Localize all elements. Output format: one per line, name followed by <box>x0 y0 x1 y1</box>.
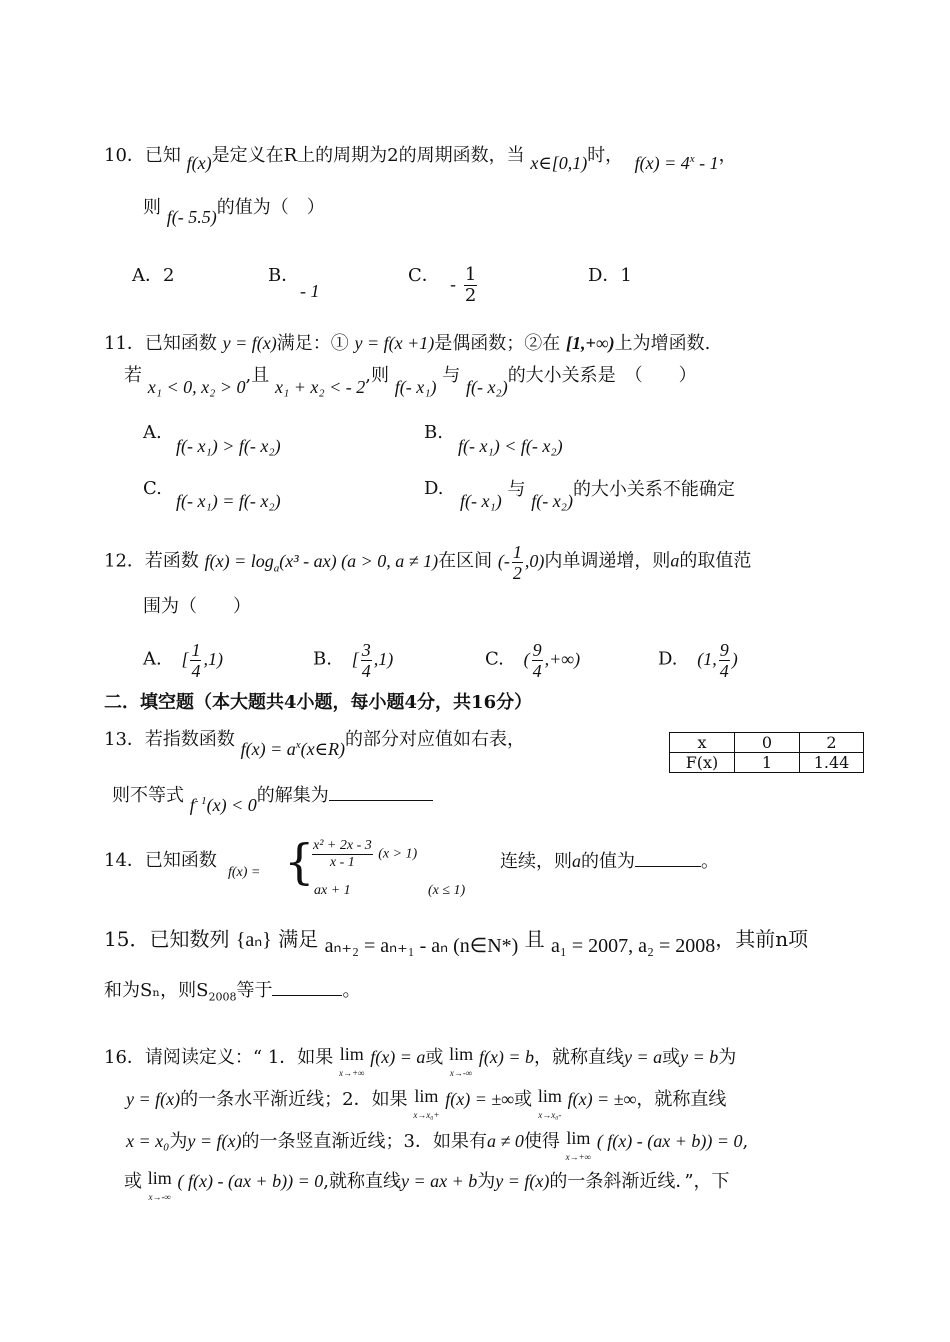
q11-opt-d: f(- x₁) 与 f(- x₂)的大小关系不能确定 <box>460 479 735 511</box>
q14-case2-cond: (x ≤ 1) <box>428 883 466 898</box>
q10-fval: f(- 5.5) <box>166 207 217 227</box>
table-cell: 0 <box>735 733 800 753</box>
q15-seq: {aₙ} <box>235 929 272 951</box>
q12-interval: (- $\frac{1}{2}$ ,0) <box>497 542 545 583</box>
q14-case2: ax + 1 <box>314 883 351 898</box>
section-title: 二．填空题（本大题共4小题，每小题4分，共16分） <box>104 692 533 713</box>
q15-init: a₁ = 2007, a₂ = 2008 <box>551 935 716 957</box>
table-cell: x <box>670 733 735 753</box>
q14-answer-blank[interactable] <box>635 866 701 867</box>
q15-rel: aₙ₊₂ = aₙ₊₁ - aₙ (n∈N*) <box>324 935 519 957</box>
q10-opt-d: D．1 <box>588 265 632 286</box>
q11-fa: f(- x₁) <box>394 377 437 397</box>
q12-opt-d: D. (1, $\frac{9}{4}$ ) <box>658 640 738 681</box>
q16-line4: 或 lim x→-∞ ( f(x) - (ax + b)) = 0,就称直线y = ax + b为y = f(x)的一条斜渐近线．”，下 <box>124 1168 730 1202</box>
q15-answer-blank[interactable] <box>272 995 342 996</box>
q12-line1: 12．若函数 $f(x) = \log_a(x^3 - ax) (a > 0$, a ≠ 1)在区间 (- $\frac{1}{2}$ ,0)内单调递增，则a的取值范 <box>104 542 752 583</box>
q11-opt-d-label: D. <box>424 478 444 499</box>
q10-def: $f(x) = 4^x - 1$ <box>634 153 719 173</box>
q13-def: $f(x) = a^x(x\in R)$ <box>240 739 345 759</box>
q10-fx: f(x) <box>186 153 212 173</box>
q12-line2: 围为（ ） <box>143 596 251 617</box>
q10-text3: 时， <box>587 145 624 166</box>
q10-text4: ， <box>718 145 737 166</box>
q11-yfx: y = f(x) <box>222 333 277 353</box>
q12-opt-b: B. [ $\frac{3}{4}$ ,1) <box>313 640 394 681</box>
q16-line1: 16．请阅读定义：“ 1．如果 lim x→+∞ f(x) = a或 lim x→-∞ f(x) = b，就称直线y = a或y = b为 <box>104 1044 737 1078</box>
q10-text1: 已知 <box>144 145 181 166</box>
q16-line2: y = f(x)的一条水平渐近线；2．如果 lim x→x₀+ f(x) = ±∞或 lim x→x₀- f(x) = ±∞，就称直线 <box>126 1086 727 1120</box>
q11-line1: 11．已知函数 y = f(x)满足：① y = f(x +1)是偶函数；②在 [1,+∞)上为增函数. <box>104 333 711 354</box>
q11-opt-c: f(- x₁) = f(- x₂) <box>176 491 281 511</box>
q14-brace: { <box>284 834 315 890</box>
q10-line2 <box>143 196 325 227</box>
q14-label: 14．已知函数 <box>104 850 217 871</box>
q11-opt-b-label: B. <box>424 422 443 443</box>
q10-text5: 则 <box>143 197 161 218</box>
q11-fb: f(- x₂) <box>465 377 508 397</box>
q11-yfx1: y = f(x +1) <box>354 333 435 353</box>
q16-line3: x = x₀为y = f(x)的一条竖直渐近线；3．如果有a ≠ 0使得 lim x→+∞ ( f(x) - (ax + b)) = 0, <box>126 1128 749 1162</box>
q11-opt-b: f(- x₁) < f(- x₂) <box>458 436 563 456</box>
q11-interval: [1,+∞) <box>566 333 615 353</box>
q14-case1: $\frac{\text{x² + 2x - 3}}{x - 1}$ (x > 1) <box>313 838 418 870</box>
q13-answer-blank[interactable] <box>329 800 433 801</box>
q10-opt-b: B． <box>268 265 300 286</box>
table-cell: 1.44 <box>800 753 864 773</box>
q11-opt-c-label: C. <box>143 478 162 499</box>
q10-opt-b-value: - 1 <box>300 281 320 301</box>
q13-line2: 则不等式 $f^{- 1}(x) < 0$的解集为 <box>112 780 433 807</box>
q10-text6: 的值为（ ） <box>216 197 325 218</box>
q14-fx: f(x) = <box>228 865 261 880</box>
q14-tail: 连续，则a的值为 。 <box>500 851 719 872</box>
q11-line2: 若 x₁ < 0, x₂ > 0,且 x₁ + x₂ < - 2,则 f(- x₁) 与 f(- x₂)的大小关系是 （ ） <box>124 365 697 397</box>
table-cell: 1 <box>735 753 800 773</box>
q15-line1: 15．已知数列 {aₙ} 满足 aₙ₊₂ = aₙ₊₁ - aₙ (n∈N*) 且 a₁ = 2007, a₂ = 2008，其前n项 <box>104 927 809 957</box>
q13-ineq: $f^{- 1}(x) < 0$ <box>189 795 257 815</box>
q10-cond: x∈[0,1) <box>530 153 588 173</box>
q12-def: $f(x) = \log_a(x^3 - ax) (a > 0$, a ≠ 1) <box>204 550 439 575</box>
q10-line1 <box>104 140 737 173</box>
q11-cond1: x₁ < 0, x₂ > 0 <box>147 377 246 397</box>
table-cell: F(x) <box>670 753 735 773</box>
q11-opt-a-label: A. <box>143 422 162 443</box>
q10-number: 10． <box>104 145 145 166</box>
table-row <box>670 753 864 773</box>
q10-opt-c: C． <box>408 265 440 286</box>
table-row <box>670 733 864 753</box>
table-cell: 2 <box>800 733 864 753</box>
q10-text2: 是定义在R上的周期为2的周期函数，当 <box>211 145 525 166</box>
q10-opt-c-value: - $\frac{1}{2}$ <box>450 264 477 306</box>
q15-line2: 和为Sₙ，则$S_{2008}$等于 。 <box>104 980 361 1004</box>
q12-opt-c: C. ( $\frac{9}{4}$ ,+∞) <box>485 640 581 681</box>
q13-line1: 13．若指数函数 $f(x) = a^x(x\in R)$的部分对应值如右表， <box>104 729 525 759</box>
q11-cond2: x₁ + x₂ < - 2 <box>275 377 366 397</box>
value-table <box>669 732 864 773</box>
q12-opt-a: A. [ $\frac{1}{4}$ ,1) <box>143 640 223 681</box>
q10-opt-a: A．2 <box>132 265 175 286</box>
q11-opt-a: f(- x₁) > f(- x₂) <box>176 436 281 456</box>
